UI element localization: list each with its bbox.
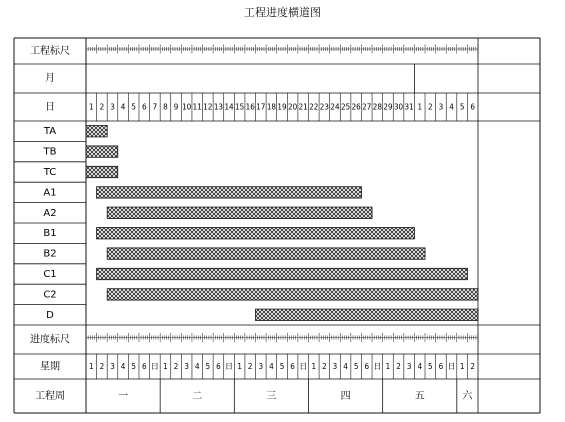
weekday-number: 日	[150, 362, 159, 371]
weekday-number: 6	[216, 362, 221, 371]
day-number: 25	[340, 102, 351, 112]
day-number: 12	[203, 102, 213, 112]
day-number: 2	[99, 102, 105, 112]
task-bar-a2	[107, 207, 372, 218]
row-label-day: 日	[45, 102, 55, 113]
weekday-number: 1	[385, 362, 391, 371]
day-number: 19	[277, 102, 287, 112]
week-label: 四	[340, 391, 351, 402]
weekday-number: 1	[237, 362, 242, 371]
weekday-number: 6	[364, 362, 370, 371]
weekday-number: 1	[163, 362, 168, 371]
day-number: 1	[417, 102, 423, 112]
weekday-number: 2	[396, 362, 401, 371]
task-label: TA	[43, 126, 57, 138]
weekday-number: 4	[269, 362, 274, 371]
weekday-number: 3	[258, 362, 264, 371]
weekday-number: 2	[322, 362, 327, 371]
day-number: 16	[245, 102, 255, 112]
weekday-number: 6	[141, 362, 147, 371]
row-label-weekday: 星期	[40, 361, 60, 373]
day-number: 2	[428, 102, 433, 112]
day-number: 14	[224, 102, 234, 112]
day-number: 24	[330, 102, 340, 112]
weekday-number: 2	[173, 362, 179, 371]
day-number: 23	[319, 102, 329, 112]
week-label: 五	[414, 391, 425, 402]
weekday-number: 5	[131, 362, 136, 371]
day-number: 10	[182, 102, 192, 112]
task-bar-a1	[97, 187, 362, 198]
weekday-number: 3	[184, 362, 189, 371]
weekday-number: 3	[110, 362, 115, 371]
weekday-number: 日	[225, 362, 234, 371]
weekday-number: 6	[290, 362, 295, 371]
day-number: 30	[393, 102, 404, 112]
weekday-number: 6	[438, 362, 444, 371]
day-number: 15	[235, 102, 245, 112]
weekday-number: 1	[459, 362, 465, 371]
day-number: 3	[438, 102, 444, 112]
weekday-number: 2	[247, 362, 253, 371]
weekday-number: 1	[311, 362, 317, 371]
task-label: TB	[43, 146, 57, 158]
weekday-number: 3	[332, 362, 338, 371]
weekday-number: 5	[353, 362, 359, 371]
weekday-number: 2	[470, 362, 475, 371]
row-label-month: 月	[45, 73, 55, 84]
day-number: 22	[309, 102, 319, 112]
day-number: 18	[266, 102, 276, 112]
day-number: 4	[120, 102, 126, 112]
weekday-number: 4	[194, 362, 200, 371]
weekday-number: 2	[99, 362, 105, 371]
week-label: 一	[118, 391, 129, 402]
task-label: D	[46, 309, 54, 321]
weekday-number: 4	[120, 362, 126, 371]
week-label: 二	[192, 391, 203, 402]
day-number: 1	[89, 102, 94, 112]
day-number: 9	[173, 102, 179, 112]
task-bar-ta	[86, 125, 107, 136]
day-number: 3	[110, 102, 115, 112]
task-bar-tb	[86, 146, 118, 157]
weekday-number: 3	[406, 362, 412, 371]
day-number: 6	[470, 102, 475, 112]
day-number: 17	[256, 102, 266, 112]
week-label: 三	[266, 391, 277, 402]
task-bar-b1	[97, 227, 415, 238]
task-label: B2	[43, 248, 57, 260]
weekday-number: 4	[417, 362, 423, 371]
row-label-week: 工程周	[35, 391, 65, 402]
task-label: A1	[43, 187, 57, 199]
week-label: 六	[462, 391, 473, 402]
row-label-progress-scale: 进度标尺	[30, 334, 70, 346]
task-label: A2	[43, 207, 57, 219]
task-bar-c2	[107, 289, 478, 300]
day-number: 5	[131, 102, 136, 112]
day-number: 26	[351, 102, 361, 112]
weekday-number: 5	[428, 362, 433, 371]
day-number: 11	[192, 102, 202, 112]
task-bar-c1	[97, 268, 468, 279]
day-number: 13	[213, 102, 224, 112]
task-bar-d	[256, 309, 478, 320]
day-number: 5	[459, 102, 465, 112]
task-bar-b2	[107, 248, 425, 259]
weekday-number: 4	[343, 362, 348, 371]
day-number: 28	[372, 102, 382, 112]
day-number: 7	[152, 102, 158, 112]
weekday-number: 日	[299, 362, 308, 371]
day-number: 21	[298, 102, 308, 112]
row-label-scale: 工程标尺	[30, 46, 70, 57]
chart-title: 工程进度横道图	[244, 6, 321, 19]
day-number: 6	[141, 102, 147, 112]
day-number: 27	[362, 102, 372, 112]
task-label: C1	[43, 269, 57, 280]
weekday-number: 日	[447, 362, 456, 371]
day-number: 8	[163, 102, 168, 112]
task-label: B1	[43, 228, 57, 240]
day-number: 4	[449, 102, 454, 112]
day-number: 29	[383, 102, 393, 112]
task-label: TC	[43, 167, 57, 178]
weekday-number: 1	[89, 362, 94, 371]
weekday-number: 日	[373, 362, 382, 371]
weekday-number: 5	[205, 362, 211, 371]
task-bar-tc	[86, 166, 118, 177]
weekday-number: 5	[279, 362, 285, 371]
task-label: C2	[43, 289, 57, 301]
day-number: 20	[288, 102, 298, 112]
day-number: 31	[404, 102, 414, 112]
